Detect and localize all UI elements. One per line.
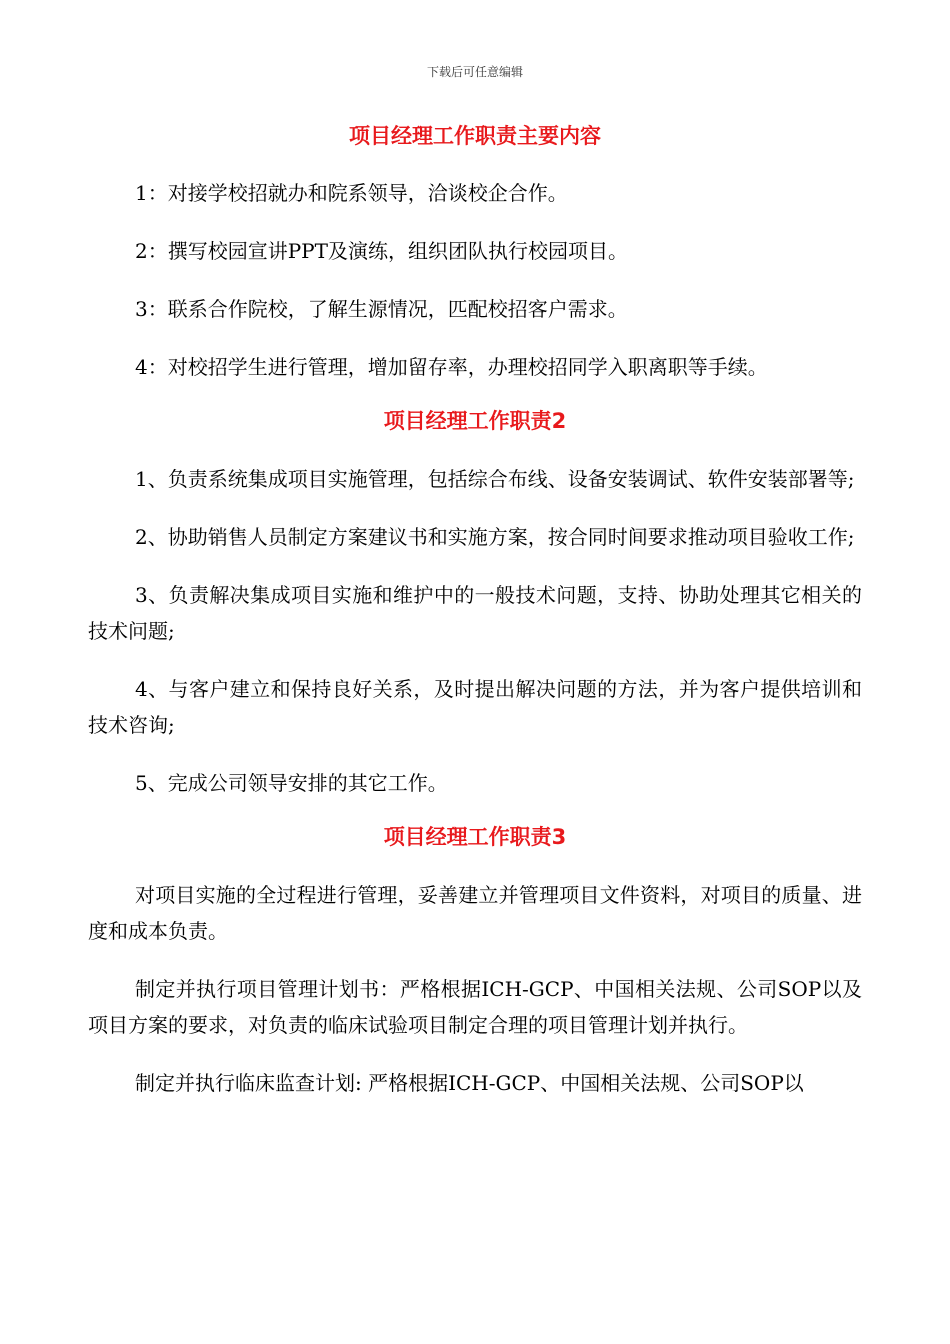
paragraph: 2、协助销售人员制定方案建议书和实施方案，按合同时间要求推动项目验收工作; [135,525,855,549]
paragraph: 制定并执行临床监查计划: 严格根据ICH-GCP、中国相关法规、公司SOP以 [135,1071,804,1095]
section-heading: 项目经理工作职责2 [383,409,567,433]
paragraph: 3：联系合作院校，了解生源情况，匹配校招客户需求。 [135,297,628,321]
header-note: 下载后可任意编辑 [426,65,523,79]
paragraph: 4、与客户建立和保持良好关系，及时提出解决问题的方法，并为客户提供培训和技术咨询; [88,677,862,737]
paragraph: 1、负责系统集成项目实施管理，包括综合布线、设备安装调试、软件安装部署等; [135,467,855,491]
paragraph: 制定并执行项目管理计划书：严格根据ICH-GCP、中国相关法规、公司SOP以及项目方案的要求，对负责的临床试验项目制定合理的项目管理计划并执行。 [88,977,862,1037]
document-body [88,118,862,1101]
section-1 [88,120,862,385]
paragraph: 1：对接学校招就办和院系领导，洽谈校企合作。 [135,181,568,205]
paragraph: 对项目实施的全过程进行管理，妥善建立并管理项目文件资料，对项目的质量、进度和成本负责。 [88,883,862,943]
section-heading: 项目经理工作职责主要内容 [349,124,601,148]
paragraph: 5、完成公司领导安排的其它工作。 [135,771,448,795]
section-2 [88,405,862,801]
paragraph: 3、负责解决集成项目实施和维护中的一般技术问题，支持、协助处理其它相关的技术问题; [88,583,862,643]
paragraph: 2：撰写校园宣讲PPT及演练，组织团队执行校园项目。 [135,239,628,263]
paragraph: 4：对校招学生进行管理，增加留存率，办理校招同学入职离职等手续。 [135,355,768,379]
section-heading: 项目经理工作职责3 [383,825,567,849]
section-3 [88,821,862,1101]
